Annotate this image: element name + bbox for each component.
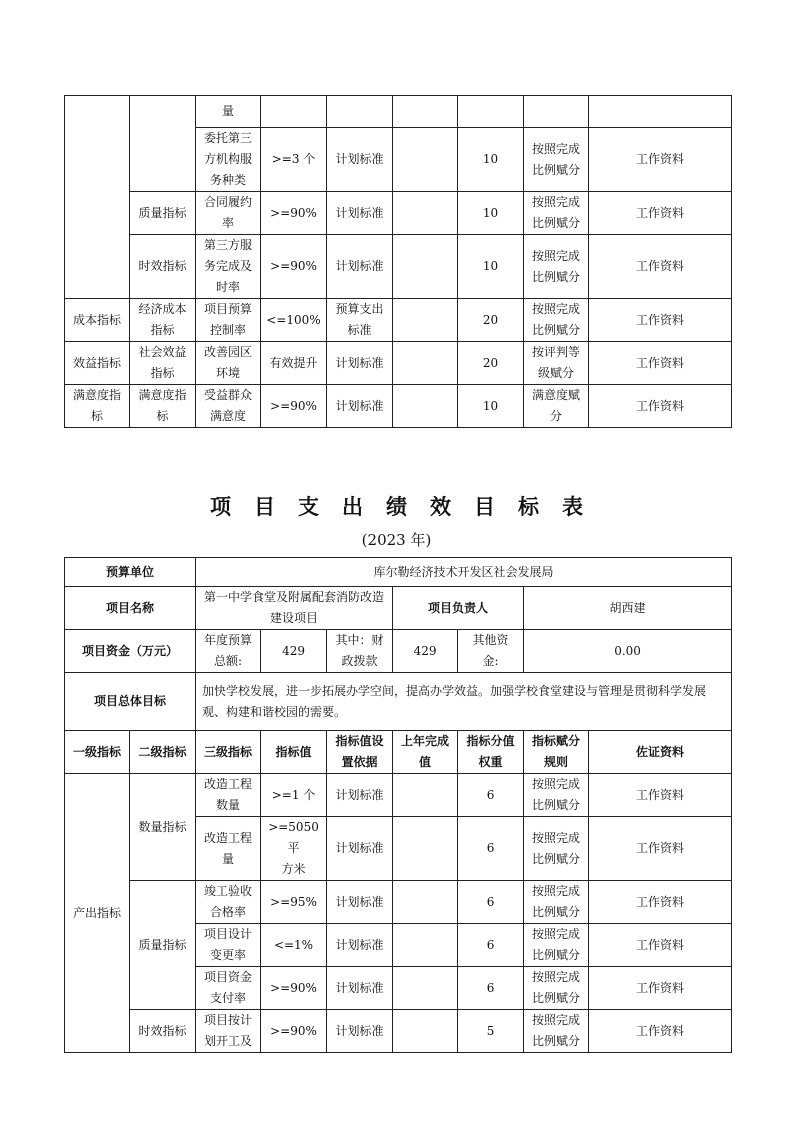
indicator-value-cell: >=3 个 [261, 128, 327, 192]
level2-quality-cell: 质量指标 [130, 881, 196, 1010]
level2-cell: 满意度指 标 [130, 385, 196, 428]
indicator-value-cell: <=100% [261, 299, 327, 342]
project-name-value: 第一中学食堂及附属配套消防改造 建设项目 [196, 587, 393, 630]
basis-cell: 计划标准 [327, 342, 393, 385]
indicator-table-continued [64, 95, 732, 428]
indicator-value-cell: <=1% [261, 924, 327, 967]
level2-cell: 社会效益 指标 [130, 342, 196, 385]
level2-cell [130, 96, 196, 192]
page-subtitle-year: (2023 年) [361, 531, 432, 549]
weight-cell: 6 [458, 967, 524, 1010]
page-title: 项目支出绩效目标表 [210, 495, 606, 519]
basis-cell: 计划标准 [327, 774, 393, 817]
header-basis: 指标值设 置依据 [327, 731, 393, 774]
basis-cell: 计划标准 [327, 967, 393, 1010]
evidence-cell: 工作资料 [589, 299, 732, 342]
evidence-cell: 工作资料 [589, 817, 732, 881]
header-indicator-value: 指标值 [261, 731, 327, 774]
other-funds-label: 其他资 金: [458, 630, 524, 673]
indicator-value-cell: >=90% [261, 967, 327, 1010]
rule-cell: 按照完成 比例赋分 [524, 967, 589, 1010]
last-year-cell [393, 235, 458, 299]
rule-cell [524, 96, 589, 128]
fiscal-allocation-value: 429 [393, 630, 458, 673]
rule-cell: 按评判等 级赋分 [524, 342, 589, 385]
header-scoring-rule: 指标赋分 规则 [524, 731, 589, 774]
weight-cell: 6 [458, 774, 524, 817]
indicator-value-cell: >=1 个 [261, 774, 327, 817]
level1-cell: 满意度指 标 [65, 385, 130, 428]
level3-cell: 第三方服 务完成及 时率 [196, 235, 261, 299]
level1-cell: 效益指标 [65, 342, 130, 385]
level1-cell: 成本指标 [65, 299, 130, 342]
header-level2: 二级指标 [130, 731, 196, 774]
weight-cell: 20 [458, 299, 524, 342]
level3-cell: 合同履约 率 [196, 192, 261, 235]
fiscal-allocation-label: 其中：财 政拨款 [327, 630, 393, 673]
indicator-value-cell: >=90% [261, 235, 327, 299]
project-funds-label: 项目资金（万元） [65, 630, 196, 673]
level2-cell: 时效指标 [130, 235, 196, 299]
basis-cell: 计划标准 [327, 128, 393, 192]
basis-cell: 计划标准 [327, 817, 393, 881]
rule-cell: 按照完成 比例赋分 [524, 774, 589, 817]
evidence-cell: 工作资料 [589, 385, 732, 428]
level3-cell: 项目预算 控制率 [196, 299, 261, 342]
budget-unit-value: 库尔勒经济技术开发区社会发展局 [196, 558, 732, 587]
weight-cell: 10 [458, 385, 524, 428]
level3-cell: 受益群众 满意度 [196, 385, 261, 428]
rule-cell: 按照完成 比例赋分 [524, 817, 589, 881]
weight-cell: 6 [458, 817, 524, 881]
indicator-value-cell: >=5050 平 方米 [261, 817, 327, 881]
header-level1: 一级指标 [65, 731, 130, 774]
evidence-cell: 工作资料 [589, 342, 732, 385]
indicator-value-cell: >=90% [261, 1010, 327, 1053]
project-lead-value: 胡西建 [524, 587, 732, 630]
level3-cell: 改造工程 量 [196, 817, 261, 881]
level2-quantity-cell: 数量指标 [130, 774, 196, 881]
level1-cell [65, 96, 130, 299]
weight-cell: 5 [458, 1010, 524, 1053]
rule-cell: 按照完成 比例赋分 [524, 881, 589, 924]
indicator-value-cell: >=95% [261, 881, 327, 924]
overall-goal-label: 项目总体目标 [65, 673, 196, 731]
header-evidence: 佐证资料 [589, 731, 732, 774]
rule-cell: 按照完成 比例赋分 [524, 192, 589, 235]
level3-cell: 改善园区 环境 [196, 342, 261, 385]
last-year-cell [393, 192, 458, 235]
annual-budget-value: 429 [261, 630, 327, 673]
level2-timeliness-cell: 时效指标 [130, 1010, 196, 1053]
evidence-cell: 工作资料 [589, 967, 732, 1010]
evidence-cell: 工作资料 [589, 774, 732, 817]
indicator-value-cell: >=90% [261, 385, 327, 428]
level3-cell: 改造工程 数量 [196, 774, 261, 817]
evidence-cell: 工作资料 [589, 924, 732, 967]
rule-cell: 按照完成 比例赋分 [524, 299, 589, 342]
last-year-cell [393, 128, 458, 192]
indicator-value-cell [261, 96, 327, 128]
weight-cell: 10 [458, 192, 524, 235]
last-year-cell [393, 774, 458, 817]
header-weight: 指标分值 权重 [458, 731, 524, 774]
last-year-cell [393, 924, 458, 967]
basis-cell: 预算支出 标准 [327, 299, 393, 342]
basis-cell: 计划标准 [327, 924, 393, 967]
level2-cell: 经济成本 指标 [130, 299, 196, 342]
indicator-value-cell: >=90% [261, 192, 327, 235]
weight-cell: 10 [458, 235, 524, 299]
indicator-value-cell: 有效提升 [261, 342, 327, 385]
other-funds-value: 0.00 [524, 630, 732, 673]
last-year-cell [393, 817, 458, 881]
rule-cell: 按照完成 比例赋分 [524, 924, 589, 967]
last-year-cell [393, 881, 458, 924]
budget-unit-label: 预算单位 [65, 558, 196, 587]
basis-cell: 计划标准 [327, 192, 393, 235]
level3-cell: 竣工验收 合格率 [196, 881, 261, 924]
evidence-cell: 工作资料 [589, 192, 732, 235]
weight-cell [458, 96, 524, 128]
evidence-cell: 工作资料 [589, 1010, 732, 1053]
header-last-year: 上年完成 值 [393, 731, 458, 774]
rule-cell: 按照完成 比例赋分 [524, 128, 589, 192]
weight-cell: 10 [458, 128, 524, 192]
project-name-label: 项目名称 [65, 587, 196, 630]
basis-cell: 计划标准 [327, 235, 393, 299]
weight-cell: 20 [458, 342, 524, 385]
last-year-cell [393, 299, 458, 342]
basis-cell: 计划标准 [327, 385, 393, 428]
last-year-cell [393, 96, 458, 128]
project-lead-label: 项目负责人 [393, 587, 524, 630]
weight-cell: 6 [458, 924, 524, 967]
level3-cell: 项目按计 划开工及 [196, 1010, 261, 1053]
overall-goal-text: 加快学校发展，进一步拓展办学空间，提高办学效益。加强学校食堂建设与管理是贯彻科学发展观、构建和谐校园的需要。 [196, 673, 732, 731]
level3-cell: 项目设计 变更率 [196, 924, 261, 967]
basis-cell [327, 96, 393, 128]
level3-cell: 量 [196, 96, 261, 128]
header-level3: 三级指标 [196, 731, 261, 774]
last-year-cell [393, 967, 458, 1010]
level2-cell: 质量指标 [130, 192, 196, 235]
level3-cell: 项目资金 支付率 [196, 967, 261, 1010]
rule-cell: 按照完成 比例赋分 [524, 1010, 589, 1053]
performance-goal-table [64, 557, 732, 1053]
level3-cell: 委托第三 方机构服 务种类 [196, 128, 261, 192]
annual-budget-label: 年度预算 总额: [196, 630, 261, 673]
evidence-cell: 工作资料 [589, 128, 732, 192]
rule-cell: 按照完成 比例赋分 [524, 235, 589, 299]
evidence-cell: 工作资料 [589, 235, 732, 299]
last-year-cell [393, 342, 458, 385]
level1-output-cell: 产出指标 [65, 774, 130, 1053]
weight-cell: 6 [458, 881, 524, 924]
evidence-cell: 工作资料 [589, 881, 732, 924]
basis-cell: 计划标准 [327, 881, 393, 924]
evidence-cell [589, 96, 732, 128]
last-year-cell [393, 385, 458, 428]
basis-cell: 计划标准 [327, 1010, 393, 1053]
last-year-cell [393, 1010, 458, 1053]
rule-cell: 满意度赋 分 [524, 385, 589, 428]
